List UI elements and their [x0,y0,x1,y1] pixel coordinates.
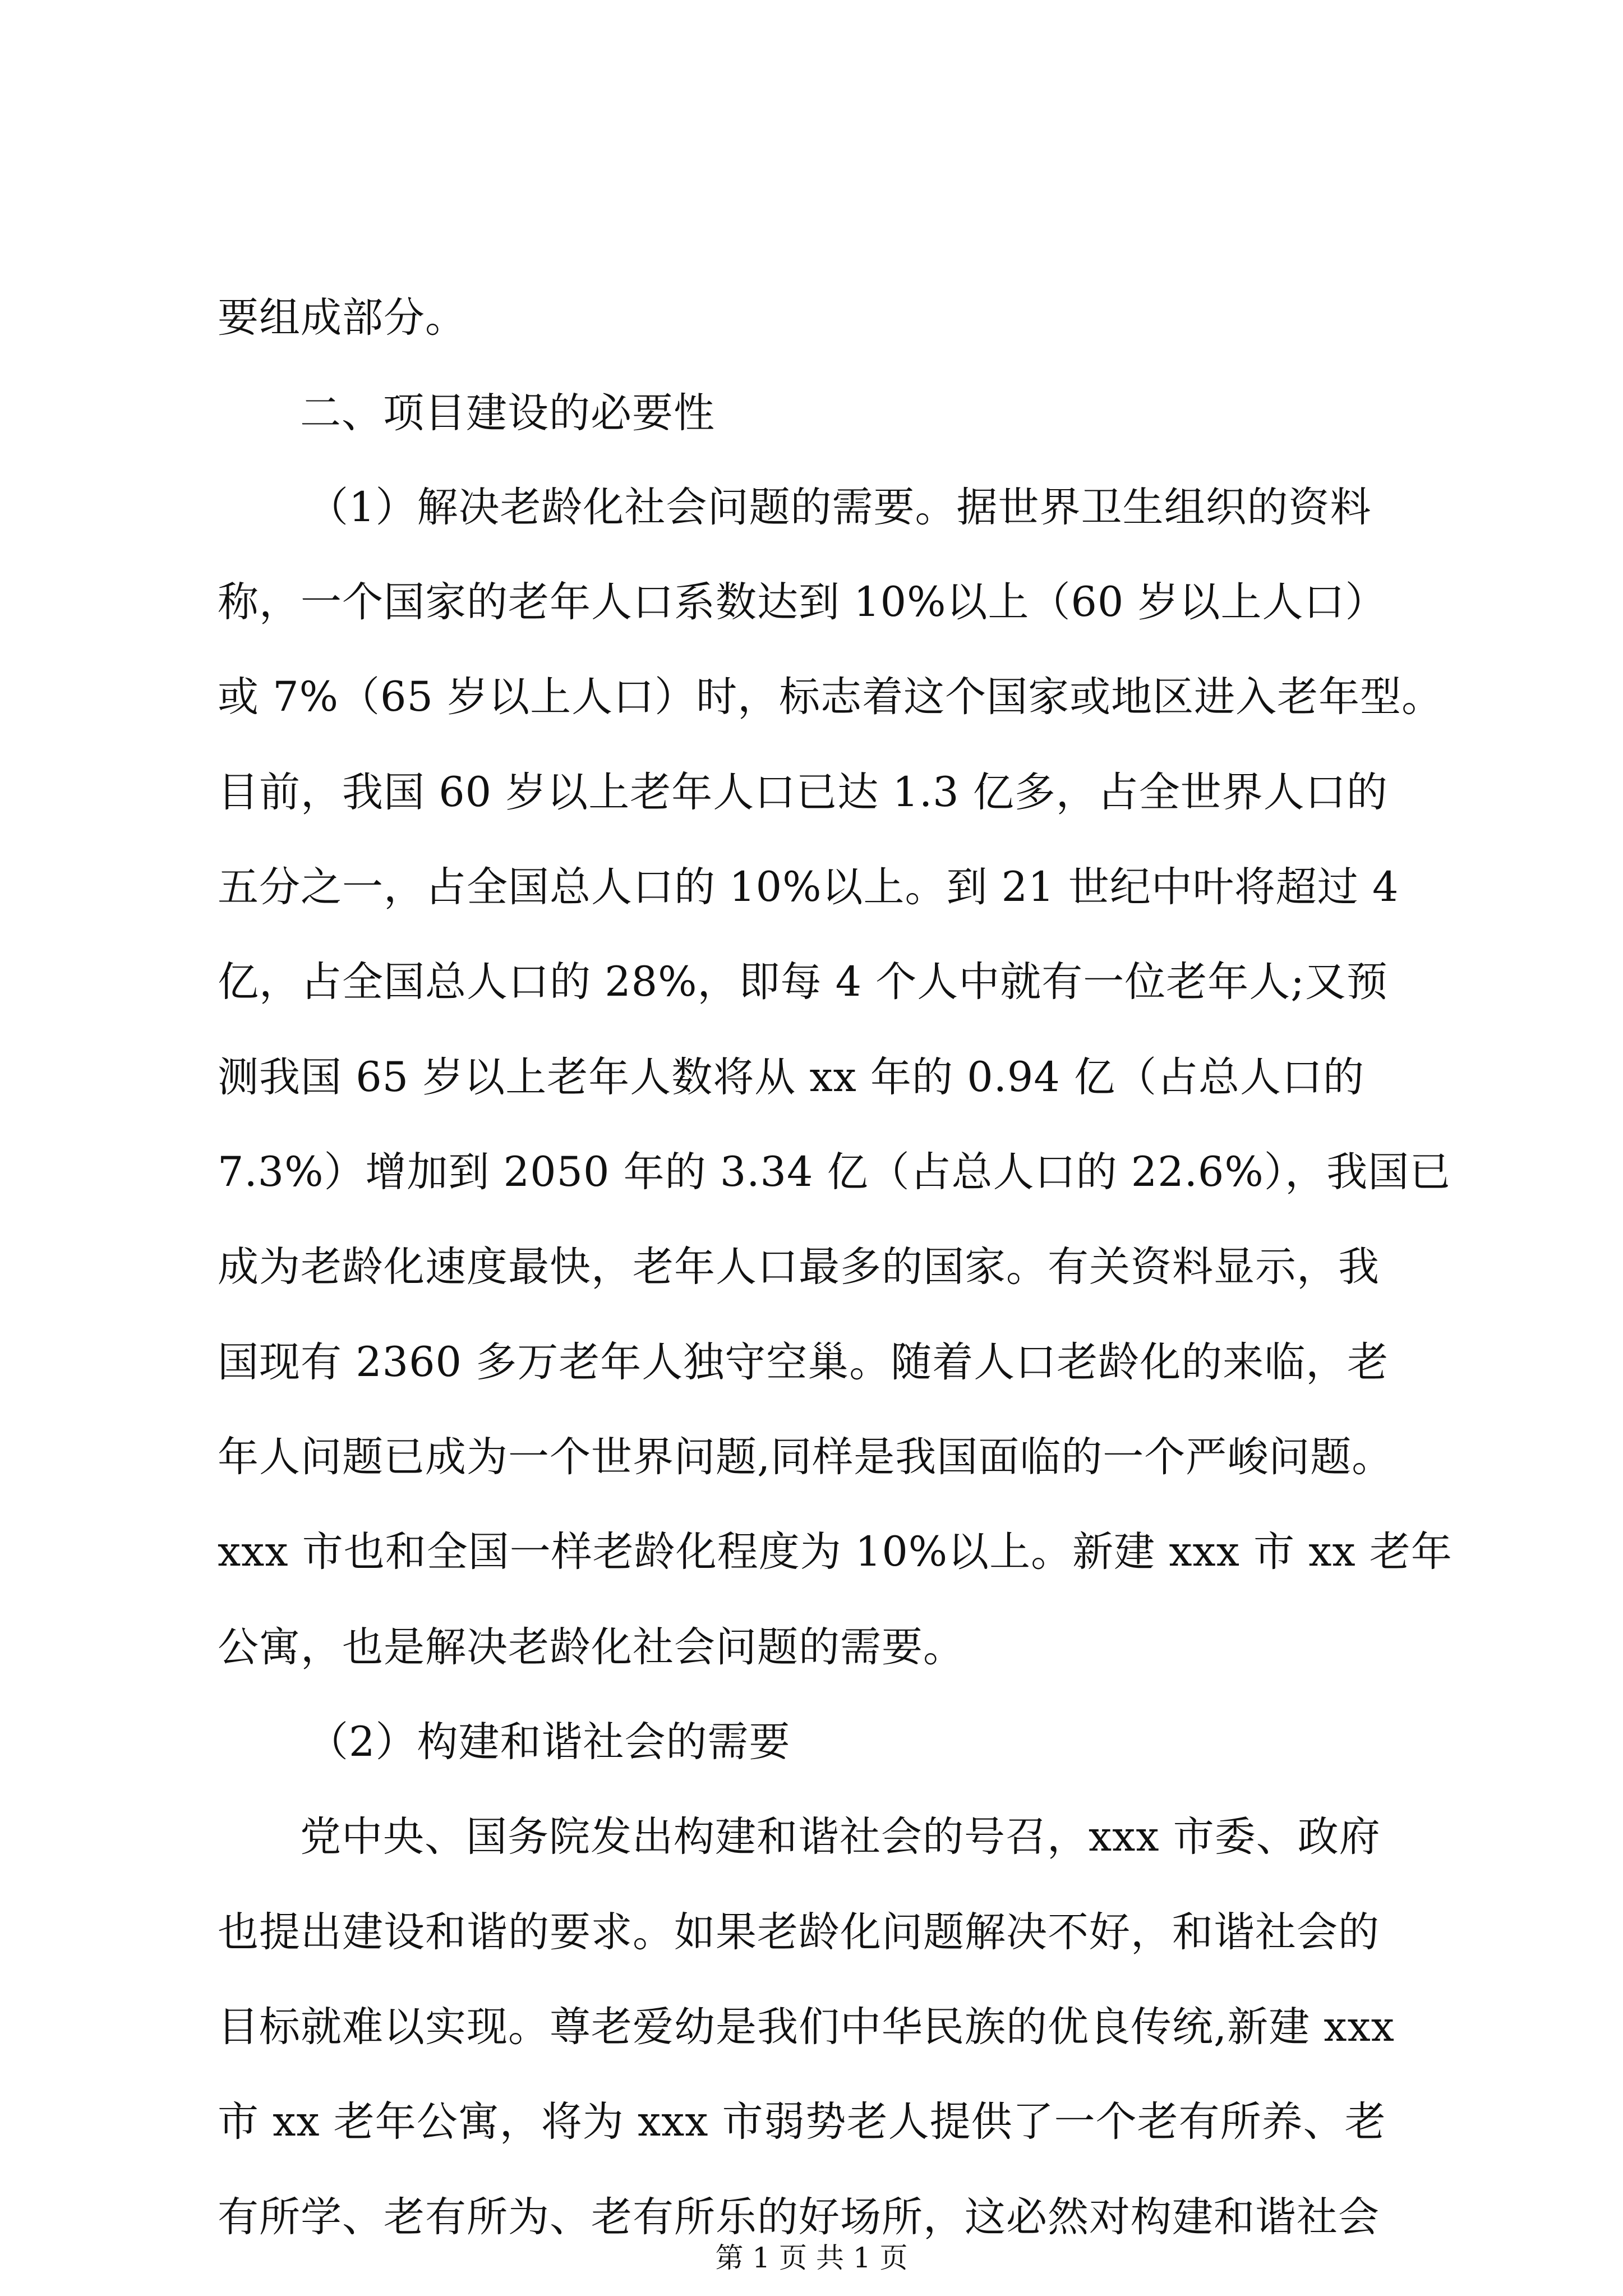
text-line: 党中央、国务院发出构建和谐社会的号召，xxx 市委、政府 [300,1813,1381,1861]
text-line: 7.3%）增加到 2050 年的 3.34 亿（占总人口的 22.6%），我国已 [218,1148,1451,1196]
text-line: 或 7%（65 岁以上人口）时，标志着这个国家或地区进入老年型。 [218,673,1444,721]
text-line: 测我国 65 岁以上老年人数将从 xx 年的 0.94 亿（占总人口的 [218,1053,1364,1101]
page-footer: 第 1 页 共 1 页 [715,2242,908,2274]
text-line: 称，一个国家的老年人口系数达到 10%以上（60 岁以上人口） [218,578,1387,626]
text-line: 也提出建设和谐的要求。如果老龄化问题解决不好，和谐社会的 [218,1908,1380,1956]
subsection-heading: （2）构建和谐社会的需要 [307,1718,791,1766]
section-heading: 二、项目建设的必要性 [300,389,715,437]
text-line: 成为老龄化速度最快，老年人口最多的国家。有关资料显示，我 [218,1243,1380,1291]
text-line: 市 xx 老年公寓，将为 xxx 市弱势老人提供了一个老有所养、老 [218,2098,1386,2146]
subsection-heading: （1）解决老龄化社会问题的需要。据世界卫生组织的资料 [307,484,1372,531]
text-line: 目前，我国 60 岁以上老年人口已达 1.3 亿多，占全世界人口的 [218,769,1388,816]
text-line: 目标就难以实现。尊老爱幼是我们中华民族的优良传统,新建 xxx [218,2003,1395,2051]
text-line: xxx 市也和全国一样老龄化程度为 10%以上。新建 xxx 市 xx 老年 [218,1528,1453,1576]
text-line: 国现有 2360 多万老年人独守空巢。随着人口老龄化的来临，老 [218,1338,1389,1386]
text-line: 有所学、老有所为、老有所乐的好场所，这必然对构建和谐社会 [218,2193,1380,2241]
text-line: 公寓，也是解决老龄化社会问题的需要。 [218,1623,965,1671]
text-line: 五分之一，占全国总人口的 10%以上。到 21 世纪中叶将超过 4 [218,863,1399,911]
text-line: 年人问题已成为一个世界问题,同样是我国面临的一个严峻问题。 [218,1433,1394,1481]
text-line: 亿，占全国总人口的 28%，即每 4 个人中就有一位老年人;又预 [218,958,1388,1006]
text-line: 要组成部分。 [218,294,467,342]
